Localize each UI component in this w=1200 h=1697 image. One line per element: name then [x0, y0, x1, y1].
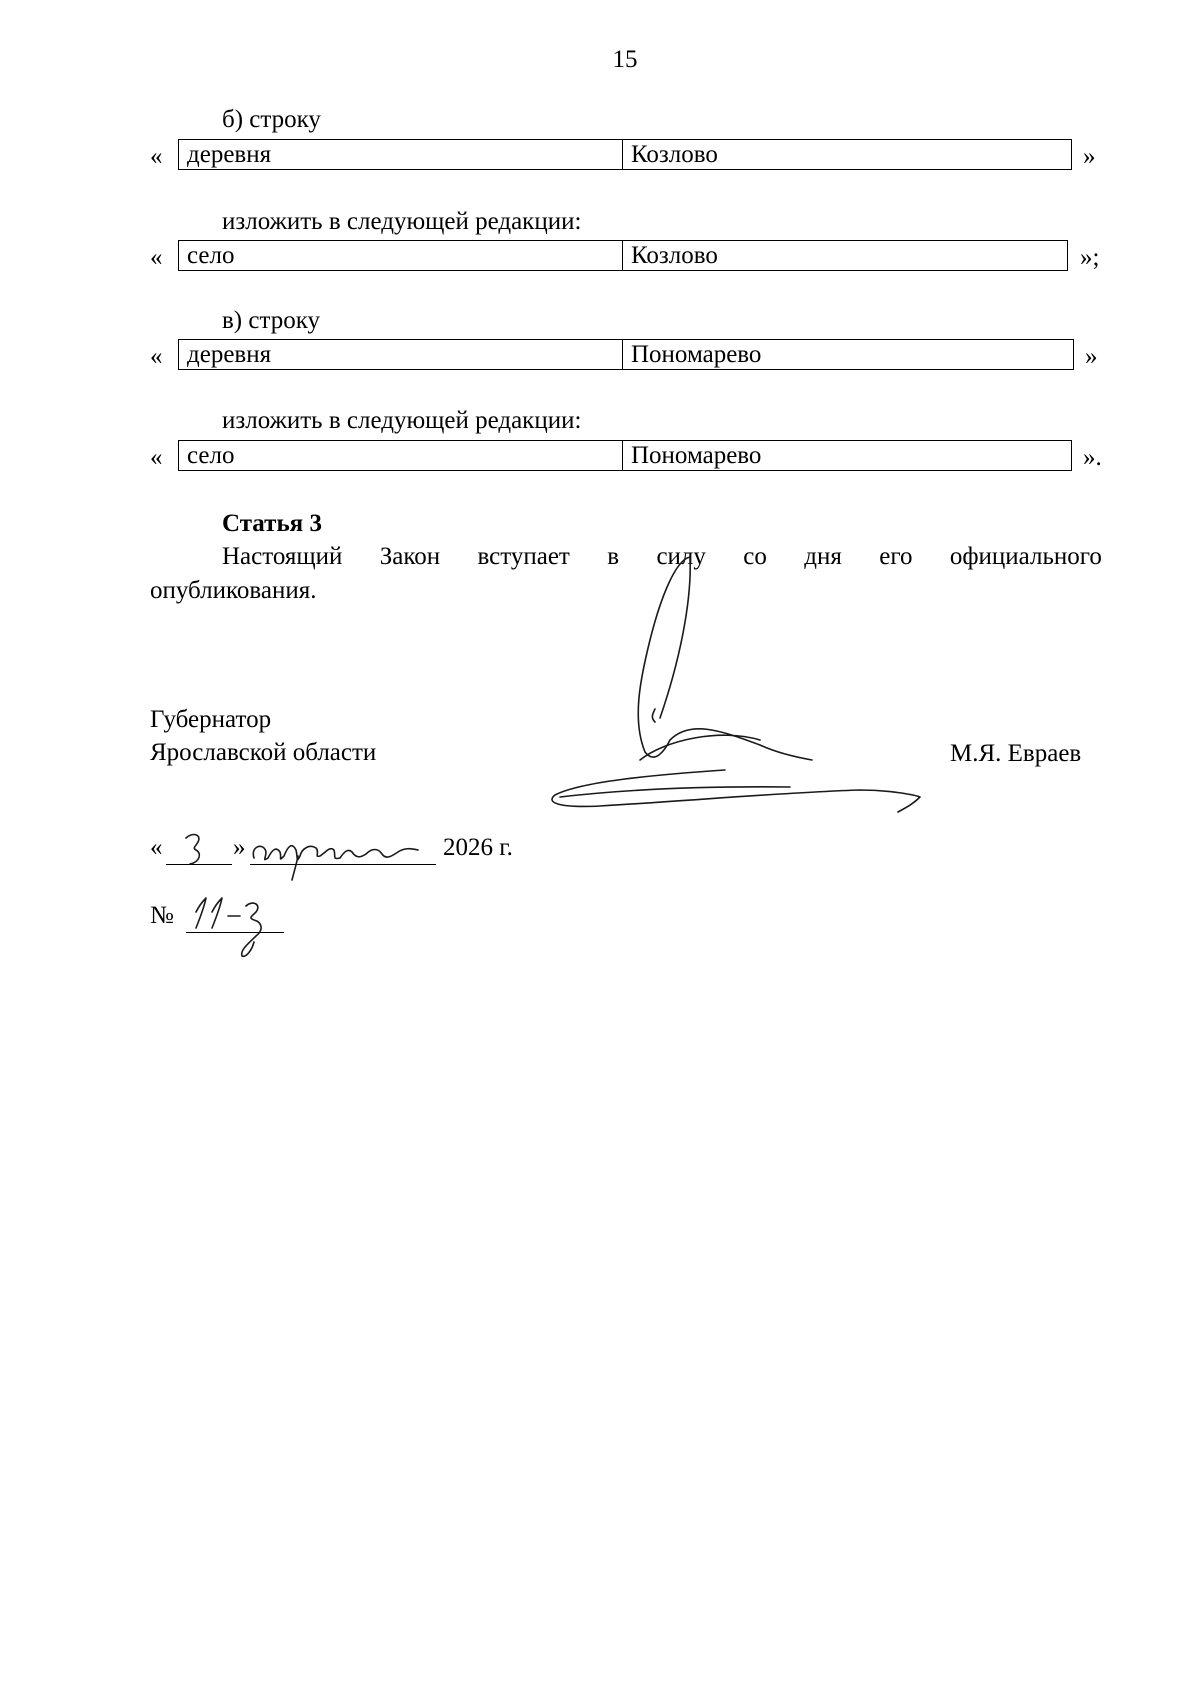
row-intro-v: в) строку: [222, 307, 320, 334]
article-heading: Статья 3: [222, 510, 322, 537]
article-word: силу: [656, 543, 706, 570]
handwritten-month: [253, 846, 418, 880]
article-word: Закон: [379, 543, 441, 570]
row-intro-new-edition: изложить в следующей редакции:: [222, 208, 582, 235]
settlement-type-cell: деревня: [179, 340, 623, 369]
signer-position-line1: Губернатор: [150, 706, 272, 733]
article-text-line2: опубликования.: [150, 577, 317, 604]
handwritten-day: [186, 835, 199, 864]
settlement-type-cell: село: [179, 241, 623, 270]
row-intro-b: б) строку: [222, 106, 321, 133]
settlement-type-cell: деревня: [179, 140, 623, 169]
page-number: 15: [612, 46, 638, 73]
document-number-label: №: [150, 902, 174, 929]
close-quote: »;: [1080, 244, 1100, 271]
row-intro-new-edition: изложить в следующей редакции:: [222, 407, 582, 434]
settlement-name-cell: Козлово: [631, 141, 718, 168]
article-word: со: [743, 543, 767, 570]
open-quote: «: [150, 143, 163, 170]
close-quote: ».: [1083, 444, 1102, 471]
open-quote: «: [150, 343, 163, 370]
article-word: дня: [804, 543, 842, 570]
signer-name: М.Я. Евраев: [950, 740, 1082, 767]
date-open-quote: «: [150, 834, 163, 861]
date-year: 2026 г.: [443, 834, 513, 861]
handwritten-number: [196, 898, 261, 956]
settlement-name-cell: Пономарево: [631, 442, 762, 469]
close-quote: »: [1083, 143, 1096, 170]
article-word: Настоящий: [222, 543, 343, 570]
settlement-name-cell: Пономарево: [631, 341, 762, 368]
close-quote: »: [1085, 343, 1098, 370]
article-word: официального: [949, 543, 1102, 570]
open-quote: «: [150, 444, 163, 471]
article-word: в: [607, 543, 620, 570]
date-close-quote: »: [233, 834, 246, 861]
signer-position-line2: Ярославской области: [150, 739, 377, 766]
settlement-name-cell: Козлово: [631, 242, 718, 269]
article-word: вступает: [477, 543, 570, 570]
signature-image: [552, 557, 920, 812]
open-quote: «: [150, 244, 163, 271]
article-word: его: [879, 543, 913, 570]
settlement-type-cell: село: [179, 441, 623, 470]
